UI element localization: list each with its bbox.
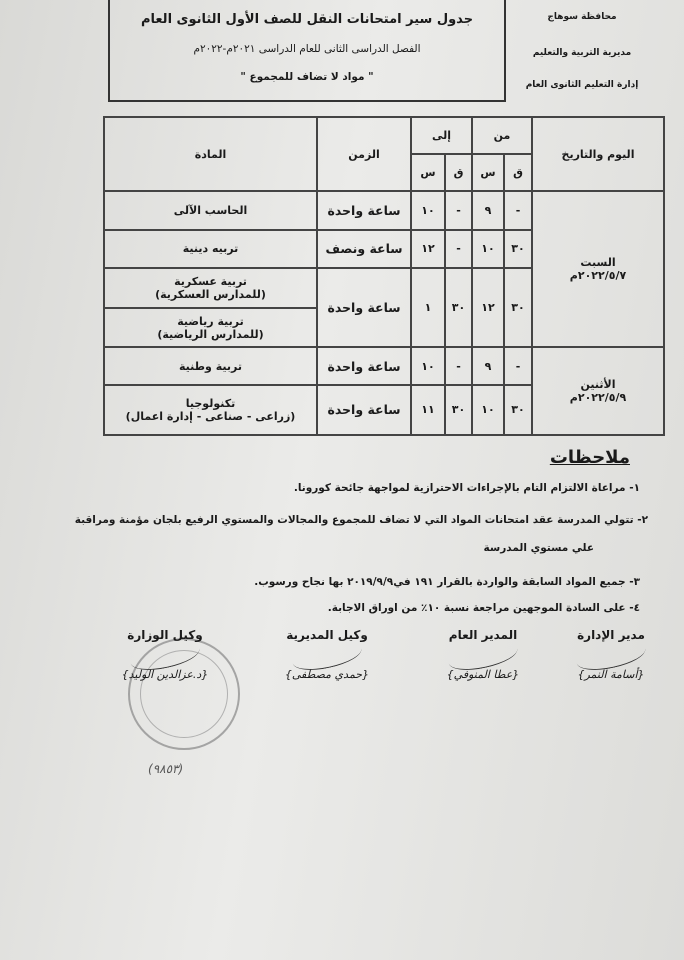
subject <box>104 268 317 308</box>
duration: ساعة واحدة <box>317 347 411 384</box>
day-cell <box>532 191 664 347</box>
signature-title: وكيل الوزارة <box>127 628 203 642</box>
from-hours: ١٢ <box>472 268 504 347</box>
header-minutes: ق <box>504 154 532 191</box>
subject-note: (زراعى - صناعى - إدارة اعمال) <box>125 409 296 423</box>
duration: ساعة واحدة <box>317 268 411 347</box>
signature-title: وكيل المديرية <box>286 628 368 642</box>
subject <box>104 385 317 435</box>
signature-title: مدير الإدارة <box>577 628 645 642</box>
from-hours: ١٠ <box>472 230 504 268</box>
subtitle-note: " مواد لا تضاف للمجموع " <box>240 71 374 83</box>
note-item: ٢- تتولي المدرسة عقد امتحانات المواد التي لا تضاف للمجموع والمجالات والمستوي الرفيع بلجان مؤمنة ومراقبة <box>74 514 648 526</box>
title-box <box>108 0 506 102</box>
duration: ساعة واحدة <box>317 385 411 435</box>
subject-name: تربية رياضية <box>177 314 244 328</box>
to-minutes: ٣٠ <box>445 385 472 435</box>
to-hours: ١١ <box>411 385 445 435</box>
from-minutes: - <box>504 191 532 229</box>
from-hours: ١٠ <box>472 385 504 435</box>
signature-name: {عطا المنوفي} <box>446 668 520 681</box>
signature-title: المدير العام <box>448 628 518 642</box>
to-hours: ١٢ <box>411 230 445 268</box>
day-name: السبت <box>580 256 616 270</box>
day-cell <box>532 347 664 435</box>
table-row <box>104 191 664 229</box>
to-minutes: ٣٠ <box>445 268 472 347</box>
note-item: علي مستوي المدرسة <box>483 542 594 554</box>
from-minutes: ٣٠ <box>504 385 532 435</box>
stamp-number: (٩٨٥٣) <box>148 762 184 776</box>
to-hours: ١ <box>411 268 445 347</box>
directorate: مديرية التربية والتعليم <box>532 48 632 58</box>
to-minutes: - <box>445 347 472 384</box>
signature-name: {د.عزالدين الوليد} <box>121 668 209 681</box>
table-row <box>104 347 664 384</box>
subject: تربيه دينية <box>104 230 317 268</box>
signature-ministry-deputy <box>100 628 230 681</box>
header-hours: س <box>411 154 445 191</box>
subject <box>104 308 317 347</box>
duration: ساعة واحدة <box>317 191 411 229</box>
day-name: الأثنين <box>580 378 616 392</box>
signature-name: {حمدي مصطفى} <box>284 668 370 681</box>
subject-name: تربية عسكرية <box>174 275 247 289</box>
document-title: جدول سير امتحانات النقل للصف الأول الثانوى العام <box>140 12 474 27</box>
notes-title: ملاحظات <box>549 447 630 468</box>
duration: ساعة ونصف <box>317 230 411 268</box>
administration: إدارة التعليم الثانوى العام <box>525 80 639 90</box>
to-hours: ١٠ <box>411 191 445 229</box>
subject: تربية وطنية <box>104 347 317 384</box>
note-item: ٣- جميع المواد السابقة والواردة بالقرار ١٩١ في٢٠١٩/٩/٩ بها نجاح ورسوب. <box>254 576 640 588</box>
header-to: إلى <box>411 117 472 154</box>
signature-general-director <box>418 628 548 681</box>
header-subject: المادة <box>104 117 317 191</box>
term: الفصل الدراسى الثانى للعام الدراسى ٢٠٢١م-٢٠٢٢م <box>193 43 421 55</box>
from-hours: ٩ <box>472 347 504 384</box>
day-date: ٢٠٢٢/٥/٩م <box>569 391 627 405</box>
header-duration: الزمن <box>317 117 411 191</box>
header-hours: س <box>472 154 504 191</box>
header-day: اليوم والتاريخ <box>532 117 664 191</box>
to-minutes: - <box>445 230 472 268</box>
signature-directorate-deputy <box>262 628 392 681</box>
subject: الحاسب الآلى <box>104 191 317 229</box>
signature-admin-director <box>546 628 676 681</box>
from-minutes: ٣٠ <box>504 268 532 347</box>
from-hours: ٩ <box>472 191 504 229</box>
signature-name: {أسامة النمر} <box>577 668 645 681</box>
header-minutes: ق <box>445 154 472 191</box>
header-from: من <box>472 117 532 154</box>
from-minutes: - <box>504 347 532 384</box>
from-minutes: ٣٠ <box>504 230 532 268</box>
to-hours: ١٠ <box>411 347 445 384</box>
note-item: ١- مراعاة الالتزام التام بالإجراءات الاحترازية لمواجهة جائحة كورونا. <box>293 482 640 494</box>
subject-note: (للمدارس العسكرية) <box>155 288 266 302</box>
governorate: محافظة سوهاج <box>547 12 617 22</box>
subject-note: (للمدارس الرياضية) <box>157 327 264 341</box>
subject-name: تكنولوجيا <box>185 396 236 410</box>
exam-schedule-table <box>103 116 665 436</box>
note-item: ٤- على السادة الموجهين مراجعة نسبة ١٠٪ من اوراق الاجابة. <box>327 602 640 614</box>
to-minutes: - <box>445 191 472 229</box>
day-date: ٢٠٢٢/٥/٧م <box>569 269 627 283</box>
